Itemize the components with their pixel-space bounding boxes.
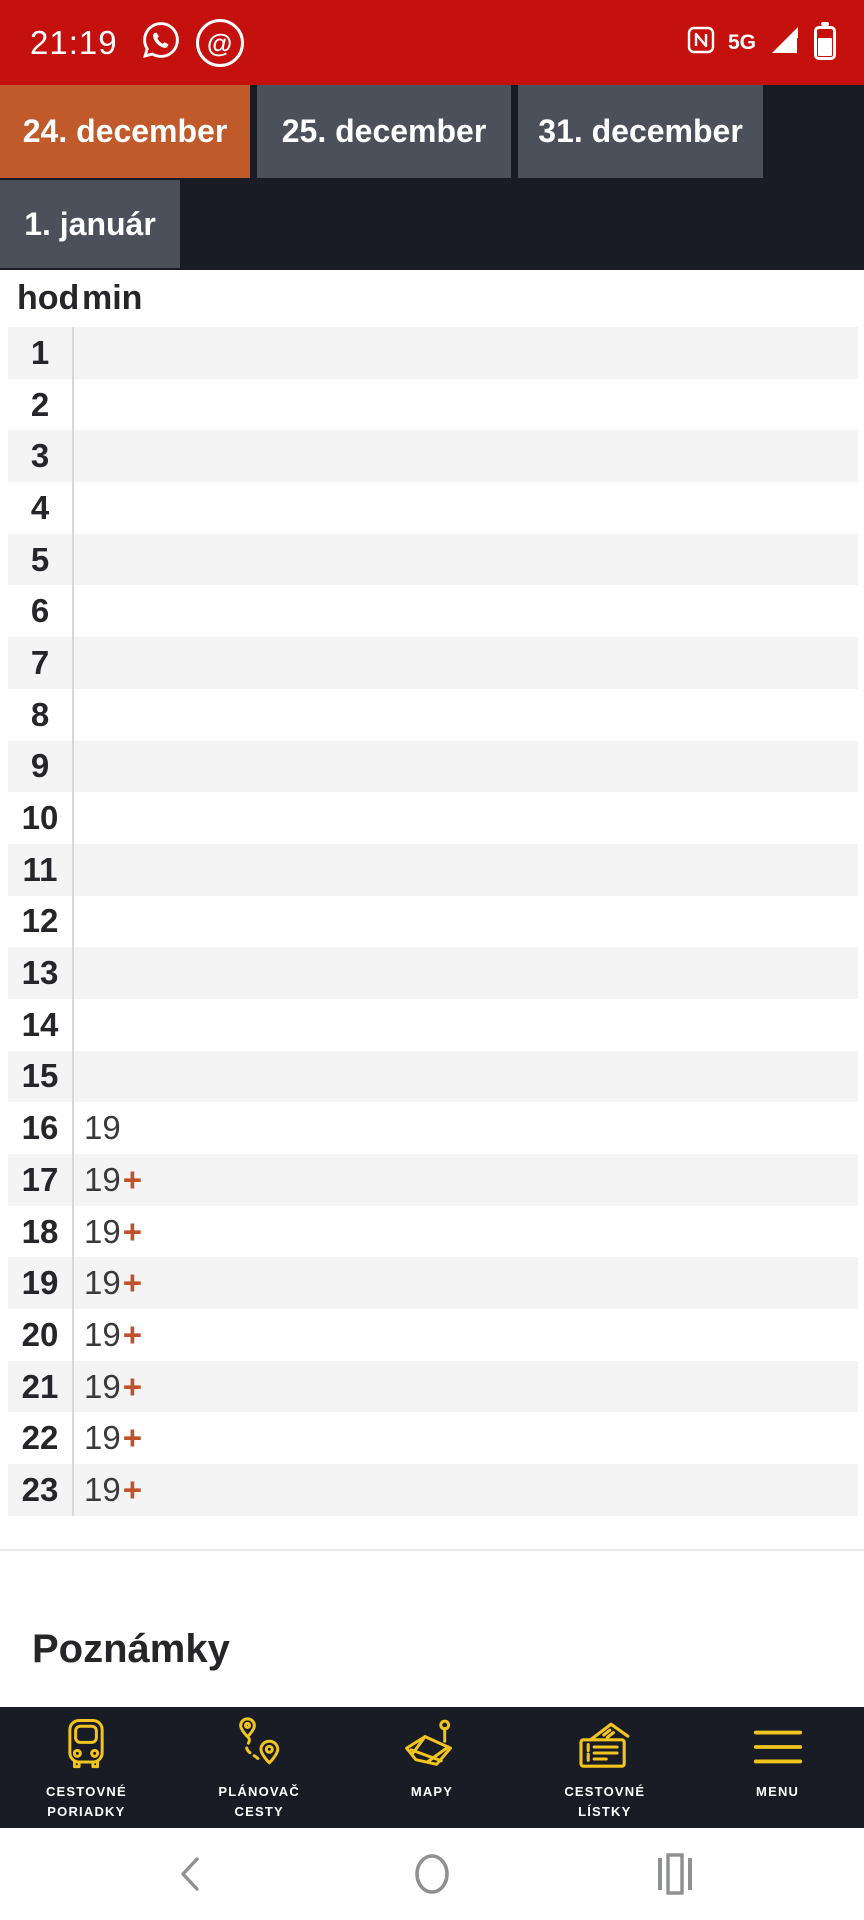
bus-icon bbox=[58, 1716, 114, 1778]
date-tabs-row-2 bbox=[0, 180, 864, 270]
android-nav-bar bbox=[0, 1828, 864, 1920]
plus-mark: + bbox=[122, 1160, 142, 1198]
timetable-row bbox=[8, 534, 858, 586]
date-tab-3[interactable]: 31. december bbox=[518, 85, 763, 178]
minute-cell[interactable] bbox=[74, 1213, 142, 1251]
timetable-row bbox=[8, 1464, 858, 1516]
battery-icon bbox=[814, 26, 836, 60]
hour-cell: 17 bbox=[8, 1154, 74, 1206]
nav-item-tickets[interactable] bbox=[518, 1707, 691, 1822]
minute-value: 19 bbox=[84, 1315, 121, 1353]
hour-cell: 22 bbox=[8, 1412, 74, 1464]
network-type-label: 5G bbox=[727, 30, 756, 54]
plus-mark: + bbox=[122, 1419, 142, 1457]
ticket-icon bbox=[575, 1716, 635, 1778]
date-tabs-row-1 bbox=[0, 85, 864, 180]
nav-item-menu[interactable] bbox=[691, 1707, 864, 1802]
minute-value: 19 bbox=[84, 1470, 121, 1508]
nav-label: MAPY bbox=[410, 1784, 454, 1799]
hour-cell: 7 bbox=[8, 637, 74, 689]
plus-mark: + bbox=[122, 1264, 142, 1302]
hour-cell: 18 bbox=[8, 1206, 74, 1258]
menu-icon bbox=[750, 1716, 806, 1778]
hour-cell: 5 bbox=[8, 534, 74, 586]
route-icon bbox=[231, 1716, 287, 1778]
hour-cell: 20 bbox=[8, 1309, 74, 1361]
hour-cell: 12 bbox=[8, 896, 74, 948]
nav-label: MENU bbox=[756, 1784, 800, 1799]
clock: 21:19 bbox=[30, 23, 118, 61]
plus-mark: + bbox=[122, 1212, 142, 1250]
recents-icon[interactable] bbox=[643, 1828, 707, 1920]
hour-cell: 6 bbox=[8, 585, 74, 637]
timetable-row bbox=[8, 844, 858, 896]
timetable-row bbox=[8, 1257, 858, 1309]
timetable-row bbox=[8, 585, 858, 637]
hour-cell: 9 bbox=[8, 741, 74, 793]
hour-cell: 4 bbox=[8, 482, 74, 534]
hour-cell: 13 bbox=[8, 947, 74, 999]
timetable-row bbox=[8, 1154, 858, 1206]
date-tab-2[interactable]: 25. december bbox=[257, 85, 511, 178]
hour-cell: 16 bbox=[8, 1102, 74, 1154]
app-nav bbox=[0, 1707, 864, 1828]
plus-mark: + bbox=[122, 1470, 142, 1508]
nav-item-maps[interactable] bbox=[346, 1707, 519, 1802]
timetable-row bbox=[8, 379, 858, 431]
timetable-row bbox=[8, 637, 858, 689]
timetable-row bbox=[8, 792, 858, 844]
minute-column-header: min bbox=[82, 279, 143, 317]
minute-value: 19 bbox=[84, 1367, 121, 1405]
timetable-row bbox=[8, 999, 858, 1051]
minute-cell[interactable] bbox=[74, 1109, 121, 1147]
hour-column-header: hod bbox=[17, 279, 80, 317]
minute-value: 19 bbox=[84, 1212, 121, 1250]
timetable-row bbox=[8, 1412, 858, 1464]
hour-cell: 10 bbox=[8, 792, 74, 844]
minute-cell[interactable] bbox=[74, 1161, 142, 1199]
minute-cell[interactable] bbox=[74, 1264, 142, 1302]
nav-label: CESTOVNÉ LÍSTKY bbox=[564, 1784, 646, 1820]
timetable-row bbox=[8, 1051, 858, 1103]
timetable-row bbox=[8, 947, 858, 999]
minute-value: 19 bbox=[84, 1160, 121, 1198]
timetable-row bbox=[8, 1206, 858, 1258]
hour-cell: 14 bbox=[8, 999, 74, 1051]
nav-item-planner[interactable] bbox=[173, 1707, 346, 1822]
nav-item-timetables[interactable] bbox=[0, 1707, 173, 1822]
home-icon[interactable] bbox=[400, 1828, 464, 1920]
signal-icon bbox=[769, 24, 801, 61]
nav-label: PLÁNOVAČ CESTY bbox=[218, 1784, 300, 1820]
minute-value: 19 bbox=[84, 1419, 121, 1457]
timetable-row bbox=[8, 327, 858, 379]
nav-label: CESTOVNÉ PORIADKY bbox=[45, 1784, 127, 1820]
timetable-header bbox=[0, 270, 864, 327]
timetable-row bbox=[8, 689, 858, 741]
map-icon bbox=[402, 1716, 462, 1778]
status-bar bbox=[0, 0, 864, 85]
hour-cell: 15 bbox=[8, 1051, 74, 1103]
timetable-row bbox=[8, 1309, 858, 1361]
hour-cell: 11 bbox=[8, 844, 74, 896]
hour-cell: 3 bbox=[8, 430, 74, 482]
timetable-rows bbox=[0, 327, 864, 1516]
timetable-row bbox=[8, 741, 858, 793]
minute-cell[interactable] bbox=[74, 1471, 142, 1509]
date-tab-4[interactable]: 1. január bbox=[0, 180, 180, 268]
at-icon: @ bbox=[196, 19, 244, 67]
minute-cell[interactable] bbox=[74, 1368, 142, 1406]
nfc-icon bbox=[687, 26, 715, 59]
minute-cell[interactable] bbox=[74, 1419, 142, 1457]
hour-cell: 2 bbox=[8, 379, 74, 431]
back-icon[interactable] bbox=[158, 1828, 222, 1920]
timetable-row bbox=[8, 896, 858, 948]
hour-cell: 19 bbox=[8, 1257, 74, 1309]
minute-cell[interactable] bbox=[74, 1316, 142, 1354]
timetable-row bbox=[8, 1361, 858, 1413]
minute-value: 19 bbox=[84, 1109, 121, 1147]
whatsapp-icon bbox=[140, 19, 182, 66]
section-divider bbox=[0, 1549, 864, 1551]
hour-cell: 1 bbox=[8, 327, 74, 379]
hour-cell: 21 bbox=[8, 1361, 74, 1413]
timetable-row bbox=[8, 1102, 858, 1154]
plus-mark: + bbox=[122, 1367, 142, 1405]
hour-cell: 23 bbox=[8, 1464, 74, 1516]
date-tabs bbox=[0, 85, 864, 270]
plus-mark: + bbox=[122, 1315, 142, 1353]
hour-cell: 8 bbox=[8, 689, 74, 741]
date-tab-1[interactable]: 24. december bbox=[0, 85, 250, 178]
timetable-row bbox=[8, 430, 858, 482]
notes-heading: Poznámky bbox=[32, 1626, 230, 1671]
minute-value: 19 bbox=[84, 1264, 121, 1302]
timetable-row bbox=[8, 482, 858, 534]
